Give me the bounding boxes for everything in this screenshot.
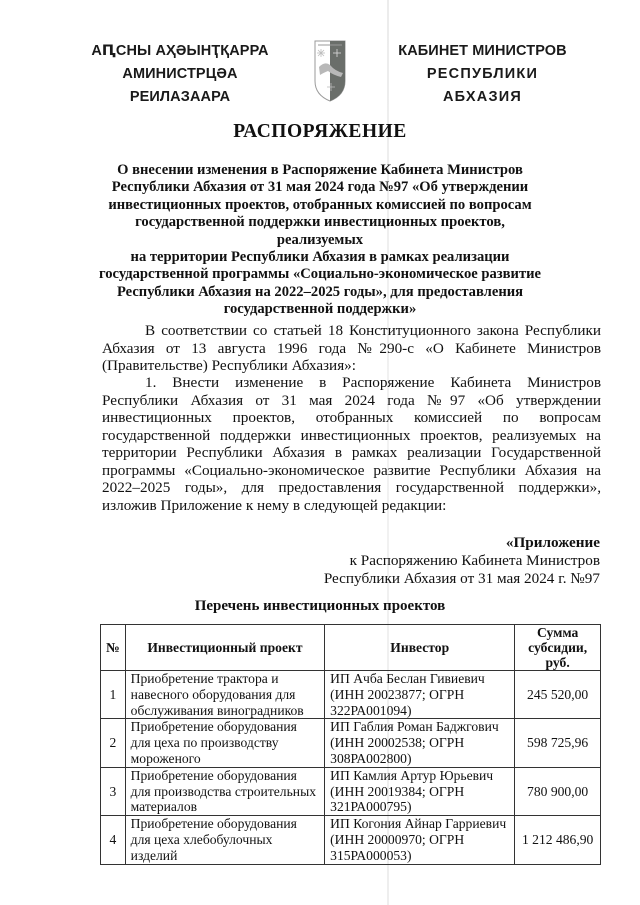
annex-line3: Республики Абхазия от 31 мая 2024 г. №97 bbox=[323, 570, 600, 587]
row-num: 4 bbox=[101, 816, 126, 864]
annex-line2: к Распоряжению Кабинета Министров bbox=[349, 552, 600, 569]
subject-line: на территории Республики Абхазия в рамках реализации bbox=[130, 249, 510, 266]
subject-line: государственной поддержки инвестиционных проектов, реализуемых bbox=[135, 214, 505, 248]
document-subject bbox=[95, 162, 545, 319]
row-project: Приобретение оборудования для производства строительных материалов bbox=[125, 767, 324, 815]
coat-of-arms-icon bbox=[313, 37, 347, 103]
annex-reference bbox=[324, 534, 600, 588]
header-left-line1: АԤСНЫ АҲӘЫНҬҚАРРА bbox=[91, 43, 269, 59]
table-row bbox=[101, 767, 601, 815]
header-num: № bbox=[101, 625, 126, 671]
row-amount: 598 725,96 bbox=[515, 719, 601, 767]
subject-line: О внесении изменения в Распоряжение Кабинета Министров bbox=[117, 162, 523, 178]
row-project: Приобретение трактора и навесного оборудования для обслуживания виноградников bbox=[125, 671, 324, 719]
header-project: Инвестиционный проект bbox=[125, 625, 324, 671]
row-project: Приобретение оборудования для цеха хлебобулочных изделий bbox=[125, 816, 324, 864]
row-amount: 1 212 486,90 bbox=[515, 816, 601, 864]
row-amount: 245 520,00 bbox=[515, 671, 601, 719]
list-title: Перечень инвестиционных проектов bbox=[194, 598, 446, 614]
annex-label: «Приложение bbox=[505, 534, 600, 551]
header-right-line1: КАБИНЕТ МИНИСТРОВ bbox=[398, 43, 567, 59]
row-num: 2 bbox=[101, 719, 126, 767]
header-investor: Инвестор bbox=[325, 625, 515, 671]
row-num: 3 bbox=[101, 767, 126, 815]
row-num: 1 bbox=[101, 671, 126, 719]
clause-1-paragraph: 1. Внести изменение в Распоряжение Кабинета Министров Республики Абхазия от 31 мая 2024 года №97 «Об утверждении инвестиционных проектов, отобранных комиссией по вопросам государственной поддержки инвестиционных проектов, реализуемых на территории Республики Абхазия в рамках реализации Государственной программы «Социально-экономическое развитие Республики Абхазия на 2022–2025 годы», для предоставления государственной поддержки», изложив Приложение к нему в следующей редакции: bbox=[102, 374, 601, 514]
projects-table bbox=[100, 624, 601, 865]
subject-line: инвестиционных проектов, отобранных комиссией по вопросам bbox=[108, 196, 532, 213]
header-right-line2: РЕСПУБЛИКИ АБХАЗИЯ bbox=[426, 66, 539, 105]
header-amount: Сумма субсидии, руб. bbox=[515, 625, 601, 671]
table-row bbox=[101, 816, 601, 864]
table-row bbox=[101, 719, 601, 767]
document-title: РАСПОРЯЖЕНИЕ bbox=[233, 121, 407, 142]
table-row bbox=[101, 671, 601, 719]
row-investor: ИП Ачба Беслан Гивиевич (ИНН 20023877; ОГРН 322РА001094) bbox=[325, 671, 515, 719]
table-header-row bbox=[101, 625, 601, 671]
subject-line: Республики Абхазия от 31 мая 2024 года №97 «Об утверждении bbox=[111, 179, 529, 196]
header-abkhaz-name bbox=[75, 40, 285, 109]
subject-line: государственной поддержки» bbox=[223, 301, 417, 318]
preamble-paragraph: В соответствии со статьей 18 Конституционного закона Республики Абхазия от 13 августа 1996 года №290-с «О Кабинете Министров (Правительстве) Республики Абхазия»: bbox=[102, 322, 601, 374]
row-investor: ИП Камлия Артур Юрьевич (ИНН 20019384; ОГРН 321РА000795) bbox=[325, 767, 515, 815]
subject-line: государственной программы «Социально-экономическое развитие bbox=[98, 266, 542, 283]
header-russian-name bbox=[385, 40, 580, 109]
row-investor: ИП Габлия Роман Баджгович (ИНН 20002538; ОГРН 308РА002800) bbox=[325, 719, 515, 767]
header-left-line2: АМИНИСТРЦӘА РЕИЛАЗААРА bbox=[122, 66, 238, 105]
row-project: Приобретение оборудования для цеха по производству мороженого bbox=[125, 719, 324, 767]
row-amount: 780 900,00 bbox=[515, 767, 601, 815]
subject-line: Республики Абхазия на 2022–2025 годы», для предоставления bbox=[116, 283, 524, 300]
row-investor: ИП Когония Айнар Гарриевич (ИНН 20000970; ОГРН 315РА000053) bbox=[325, 816, 515, 864]
